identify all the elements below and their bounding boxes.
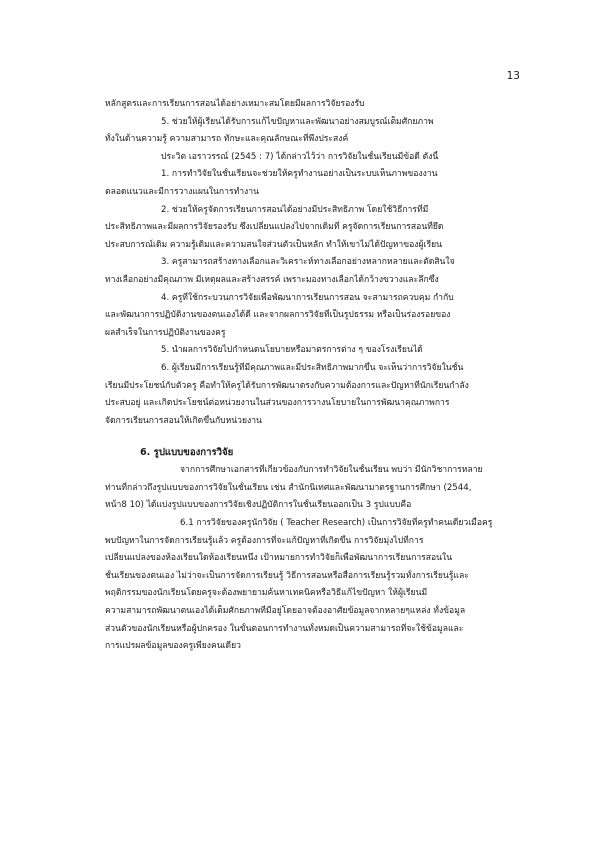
text-line: หน้า8 10) ได้แบ่งรูปแบบของการวิจัยเชิงปฏิบัติการในชั้นเรียนออกเป็น 3 รูปแบบคือ [105, 500, 412, 511]
text-line: เปลี่ยนแปลงของห้องเรียนใดห้องเรียนหนึ่ง เป้าหมายการทำวิจัยก็เพื่อพัฒนาการเรียนการสอนใน [105, 553, 453, 564]
text-line: ประสบอยู่ และเกิดประโยชน์ต่อหน่วยงานในส่วนของการวางนโยบายในการพัฒนาคุณภาพการ [105, 398, 450, 409]
section-heading: 6. รูปแบบของการวิจัย [140, 447, 234, 459]
text-line: ทั้งในด้านความรู้ ความสามารถ ทักษะและคุณลักษณะที่พึงประสงค์ [105, 134, 349, 145]
text-line: ส่วนตัวของนักเรียนหรือผู้ปกครอง ในขั้นตอนการทำงานทั้งหมดเป็นความสามารถที่จะใช้ข้อมูลและ [105, 623, 464, 634]
text-line: 5. นำผลการวิจัยไปกำหนดนโยบายหรือมาตรการต่าง ๆ ของโรงเรียนได้ [161, 345, 423, 356]
text-line: พบปัญหาในการจัดการเรียนรู้แล้ว ครูต้องการที่จะแก้ปัญหาที่เกิดขึ้น การวิจัยมุ่งไปที่การ [105, 535, 424, 546]
text-line: และพัฒนาการปฏิบัติงานของตนเองได้ดี และจากผลการวิจัยที่เป็นรูปธรรม หรือเป็นร่องรอยของ [105, 310, 451, 321]
bottom-paragraphs [105, 464, 525, 658]
text-line: 6. ผู้เรียนมีการเรียนรู้ที่มีคุณภาพและมีประสิทธิภาพมากขึ้น จะเห็นว่าการวิจัยในชั้น [161, 362, 464, 373]
text-line: ท่านที่กล่าวถึงรูปแบบของการวิจัยในชั้นเรียน เช่น สำนักนิเทศและพัฒนามาตรฐานการศึกษา (2544, [105, 482, 472, 493]
text-line: 4. ครูที่ใช้กระบวนการวิจัยเพื่อพัฒนาการเรียนการสอน จะสามารถควบคุม กำกับ [161, 292, 454, 303]
text-line: ประสบการณ์เดิม ความรู้เดิมและความสนใจส่วนตัวเป็นหลัก ทำให้เขาไม่ได้ปัญหาของผู้เรียน [105, 239, 442, 250]
text-line: 2. ช่วยให้ครูจัดการเรียนการสอนได้อย่างมีประสิทธิภาพ โดยใช้วิธีการที่มี [161, 204, 429, 215]
text-line: 5. ช่วยให้ผู้เรียนได้รับการแก้ไขปัญหาและพัฒนาอย่างสมบูรณ์เต็มศักยภาพ [161, 116, 434, 127]
text-line: ประวิต เอราวรรณ์ (2545 : 7) ได้กล่าวไว้ว่า การวิจัยในชั้นเรียนมีข้อดี ดังนี้ [161, 151, 439, 162]
text-line: ประสิทธิภาพและมีผลการวิจัยรองรับ ซึ่งเปลี่ยนแปลงไปจากเดิมที่ ครูจัดการเรียนการสอนที่ยึด [105, 222, 444, 233]
document-body [105, 98, 525, 658]
text-line: จัดการเรียนการสอนให้เกิดขึ้นกับหน่วยงาน [105, 415, 262, 426]
text-line: ตลอดแนวและมีการวางแผนในการทำงาน [105, 186, 259, 197]
text-line: การแปรผลข้อมูลของครูเพียงคนเดียว [105, 641, 241, 652]
text-line: จากการศึกษาเอกสารที่เกี่ยวข้องกับการทำวิจัยในชั้นเรียน พบว่า มีนักวิชาการหลาย [180, 465, 483, 476]
text-line: พฤติกรรมของนักเรียนโดยครูจะต้องพยายามค้นหาเทคนิคหรือวิธีแก้ไขปัญหา ให้ผู้เรียนมี [105, 588, 428, 599]
text-line: 3. ครูสามารถสร้างทางเลือกและวิเคราะห์ทางเลือกอย่างหลากหลายและตัดสินใจ [161, 257, 455, 268]
text-line: 6.1 การวิจัยของครูนักวิจัย ( Teacher Research) เป็นการวิจัยที่ครูทำคนเดียวเมื่อครู [180, 518, 493, 529]
page-number: 13 [506, 70, 520, 82]
text-line: 1. การทำวิจัยในชั้นเรียนจะช่วยให้ครูทำงานอย่างเป็นระบบเห็นภาพของงาน [161, 169, 438, 180]
text-line: เรียนมีประโยชน์กับตัวครู คือทำให้ครูได้รับการพัฒนาตรงกับความต้องการและปัญหาที่นักเรียนกำลัง [105, 380, 469, 391]
text-line: ผลสำเร็จในการปฏิบัติงานของครู [105, 327, 226, 338]
text-line: ชั้นเรียนของตนเอง ไม่ว่าจะเป็นการจัดการเรียนรู้ วิธีการสอนหรือสื่อการเรียนรู้รวมทั้งการเรียนรู้และ [105, 570, 469, 581]
text-line: หลักสูตรและการเรียนการสอนได้อย่างเหมาะสมโดยมีผลการวิจัยรองรับ [105, 99, 365, 109]
text-line: ทางเลือกอย่างมีคุณภาพ มีเหตุผลและสร้างสรรค์ เพราะมองทางเลือกได้กว้างขวางและลึกซึ้ง [105, 274, 439, 285]
top-paragraphs [105, 98, 525, 432]
text-line: ความสามารถพัฒนาตนเองได้เต็มศักยภาพที่มีอยู่โดยอาจต้องอาศัยข้อมูลจากหลายๆแหล่ง ทั้งข้อมูล [105, 606, 466, 617]
